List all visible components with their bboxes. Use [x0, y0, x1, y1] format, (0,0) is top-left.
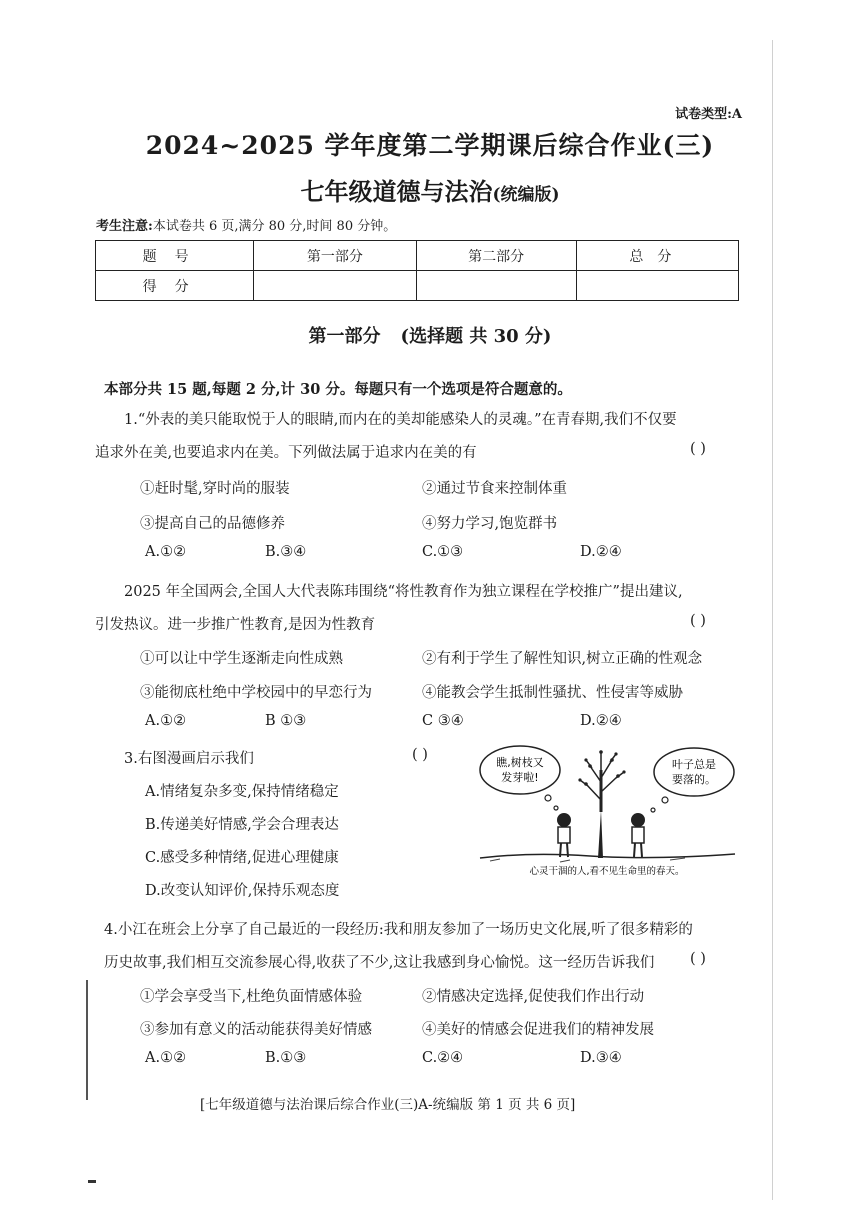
- cartoon-bubble-right-line2: 要落的。: [672, 773, 716, 786]
- exam-subtitle: [0, 172, 860, 207]
- section-note: (选择题 共 30 分): [400, 326, 552, 347]
- candidate-notice: [96, 215, 396, 234]
- score-input-part2[interactable]: [416, 271, 576, 301]
- q3-cartoon: [470, 740, 745, 880]
- q4-answer-blank[interactable]: ( ): [690, 951, 706, 967]
- cartoon-caption: 心灵干涸的人,看不见生命里的春天。: [529, 866, 685, 877]
- cartoon-bubble-left-line1: 瞧,树枝又: [496, 756, 544, 769]
- q2-option-d[interactable]: D.②④: [580, 713, 622, 729]
- score-input-part1[interactable]: [254, 271, 416, 301]
- page-edge-line: [772, 40, 773, 1200]
- section-title: [0, 322, 860, 348]
- binding-line: [86, 980, 88, 1100]
- score-cell-label: 得分: [96, 271, 254, 301]
- q1-statement-4: ④努力学习,饱览群书: [422, 516, 558, 532]
- q2-statement-2: ②有利于学生了解性知识,树立正确的性观念: [422, 651, 703, 667]
- q1-statement-2: ②通过节食来控制体重: [422, 481, 567, 497]
- q1-option-d[interactable]: D.②④: [580, 544, 622, 560]
- cartoon-bubble-left-line2: 发芽啦!: [501, 771, 539, 784]
- score-table-score-row: [96, 271, 739, 301]
- q2-statement-3: ③能彻底杜绝中学校园中的早恋行为: [140, 685, 372, 701]
- q4-option-b[interactable]: B.①③: [265, 1050, 307, 1066]
- q2-statement-1: ①可以让中学生逐渐走向性成熟: [140, 651, 343, 667]
- q2-answer-blank[interactable]: ( ): [690, 613, 706, 629]
- notice-text: 本试卷共 6 页,满分 80 分,时间 80 分钟。: [152, 219, 397, 234]
- score-cell-part1: 第一部分: [254, 241, 416, 271]
- q3-option-c[interactable]: C.感受多种情绪,促进心理健康: [145, 850, 339, 866]
- paper-type-label: 试卷类型:A: [675, 107, 742, 122]
- section-instruction: 本部分共 15 题,每题 2 分,计 30 分。每题只有一个选项是符合题意的。: [104, 381, 572, 398]
- q2-stem-line2: 引发热议。进一步推广性教育,是因为性教育: [95, 617, 376, 633]
- q2-statement-4: ④能教会学生抵制性骚扰、性侵害等威胁: [422, 685, 683, 701]
- q4-statement-3: ③参加有意义的活动能获得美好情感: [140, 1022, 372, 1038]
- q4-option-a[interactable]: A.①②: [145, 1050, 187, 1066]
- subject-name: 七年级道德与法治: [300, 177, 493, 206]
- cartoon-bubble-right-line1: 叶子总是: [672, 758, 716, 771]
- q1-stem-line2: 追求外在美,也要追求内在美。下列做法属于追求内在美的有: [95, 445, 477, 461]
- q1-option-a[interactable]: A.①②: [145, 544, 187, 560]
- scan-mark: [88, 1180, 96, 1183]
- q1-statement-3: ③提高自己的品德修养: [140, 516, 285, 532]
- q3-answer-blank[interactable]: ( ): [412, 747, 428, 763]
- q4-stem-line2: 历史故事,我们相互交流参展心得,收获了不少,这让我感到身心愉悦。这一经历告诉我们: [104, 955, 655, 971]
- page-footer: [七年级道德与法治课后综合作业(三)A-统编版 第 1 页 共 6 页]: [200, 1097, 576, 1113]
- q1-statement-1: ①赶时髦,穿时尚的服装: [140, 481, 290, 497]
- q3-option-b[interactable]: B.传递美好情感,学会合理表达: [145, 817, 339, 833]
- q2-stem-line1: 2025 年全国两会,全国人大代表陈玮围绕“将性教育作为独立课程在学校推广”提出建议,: [124, 584, 683, 600]
- q3-option-d[interactable]: D.改变认知评价,保持乐观态度: [145, 883, 340, 899]
- score-table-header-row: [96, 241, 739, 271]
- q4-statement-2: ②情感决定选择,促使我们作出行动: [422, 989, 645, 1005]
- q4-option-d[interactable]: D.③④: [580, 1050, 622, 1066]
- q2-option-b[interactable]: B ①③: [265, 713, 307, 729]
- score-cell-total: 总分: [576, 241, 738, 271]
- section-name: 第一部分: [308, 326, 381, 347]
- score-input-total[interactable]: [576, 271, 738, 301]
- q1-option-c[interactable]: C.①③: [422, 544, 464, 560]
- edition-label: (统编版): [492, 185, 560, 205]
- q1-answer-blank[interactable]: ( ): [690, 441, 706, 457]
- notice-label: 考生注意:: [96, 219, 153, 234]
- score-table: [95, 240, 739, 301]
- score-cell-question-no: 题号: [96, 241, 254, 271]
- q1-option-b[interactable]: B.③④: [265, 544, 307, 560]
- q4-option-c[interactable]: C.②④: [422, 1050, 464, 1066]
- exam-title: 2024~2025 学年度第二学期课后综合作业(三): [145, 131, 715, 160]
- q3-option-a[interactable]: A.情绪复杂多变,保持情绪稳定: [145, 784, 339, 800]
- score-cell-part2: 第二部分: [416, 241, 576, 271]
- q1-stem-line1: 1.“外表的美只能取悦于人的眼睛,而内在的美却能感染人的灵魂。”在青春期,我们不仅要: [124, 412, 677, 428]
- q4-stem-line1: 4.小江在班会上分享了自己最近的一段经历:我和朋友参加了一场历史文化展,听了很多精彩的: [104, 922, 693, 938]
- q3-stem: 3.右图漫画启示我们: [124, 751, 254, 767]
- q4-statement-1: ①学会享受当下,杜绝负面情感体验: [140, 989, 363, 1005]
- q2-option-a[interactable]: A.①②: [145, 713, 187, 729]
- q2-option-c[interactable]: C ③④: [422, 713, 464, 729]
- q4-statement-4: ④美好的情感会促进我们的精神发展: [422, 1022, 654, 1038]
